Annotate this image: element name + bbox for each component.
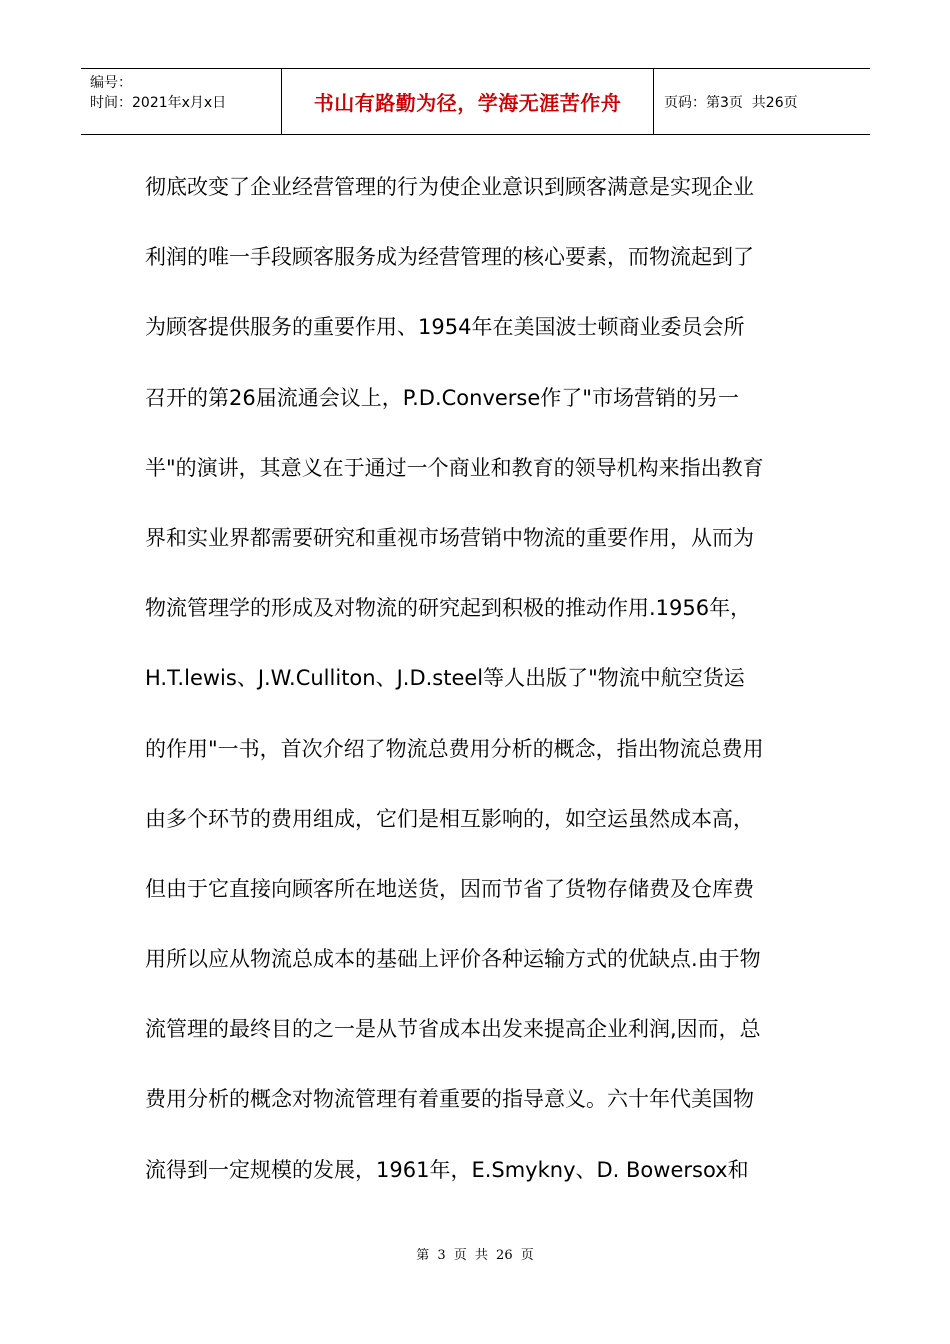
body-line: 半"的演讲，其意义在于通过一个商业和教育的领导机构来指出教育 <box>145 455 764 480</box>
body-line: 由多个环节的费用组成，它们是相互影响的，如空运虽然成本高， <box>145 806 754 831</box>
body-line: 为顾客提供服务的重要作用、1954年在美国波士顿商业委员会所 <box>145 315 745 340</box>
footer-page-number: 第 3 页 共 26 页 <box>416 1248 534 1263</box>
body-line: H.T.lewis、J.W.Culliton、J.D.steel等人出版了"物流中航空货运 <box>145 666 745 691</box>
header-motto-cell <box>282 69 654 134</box>
body-line: 物流管理学的形成及对物流的研究起到积极的推动作用.1956年， <box>145 596 752 621</box>
body-line: 但由于它直接向顾客所在地送货，因而节省了货物存储费及仓库费 <box>145 876 754 901</box>
body-line: 用所以应从物流总成本的基础上评价各种运输方式的优缺点.由于物 <box>145 947 761 972</box>
header-motto: 书山有路勤为径，学海无涯苦作舟 <box>313 91 622 115</box>
body-line: 流管理的最终目的之一是从节省成本出发来提高企业利润,因而，总 <box>145 1017 761 1042</box>
body-line: 彻底改变了企业经营管理的行为使企业意识到顾客满意是实现企业 <box>145 175 754 199</box>
header-meta-cell <box>81 69 282 134</box>
document-body <box>145 152 825 1205</box>
page-footer <box>0 1244 950 1263</box>
body-line: 利润的唯一手段顾客服务成为经营管理的核心要素，而物流起到了 <box>145 245 754 270</box>
serial-number-label: 编号： <box>90 75 132 91</box>
body-line: 费用分析的概念对物流管理有着重要的指导意义。六十年代美国物 <box>145 1087 754 1112</box>
page-header <box>81 68 870 135</box>
body-line: 的作用"一书，首次介绍了物流总费用分析的概念，指出物流总费用 <box>145 736 764 761</box>
body-line: 流得到一定规模的发展，1961年，E.Smykny、D. Bowersox和 <box>145 1157 749 1182</box>
header-page-info: 页码：第3页 共26页 <box>664 94 798 111</box>
body-line: 召开的第26届流通会议上，P.D.Converse作了"市场营销的另一 <box>145 385 739 410</box>
body-line: 界和实业界都需要研究和重视市场营销中物流的重要作用，从而为 <box>145 525 754 550</box>
date-label: 时间：2021年x月x日 <box>90 95 227 111</box>
header-page-cell <box>654 69 870 134</box>
